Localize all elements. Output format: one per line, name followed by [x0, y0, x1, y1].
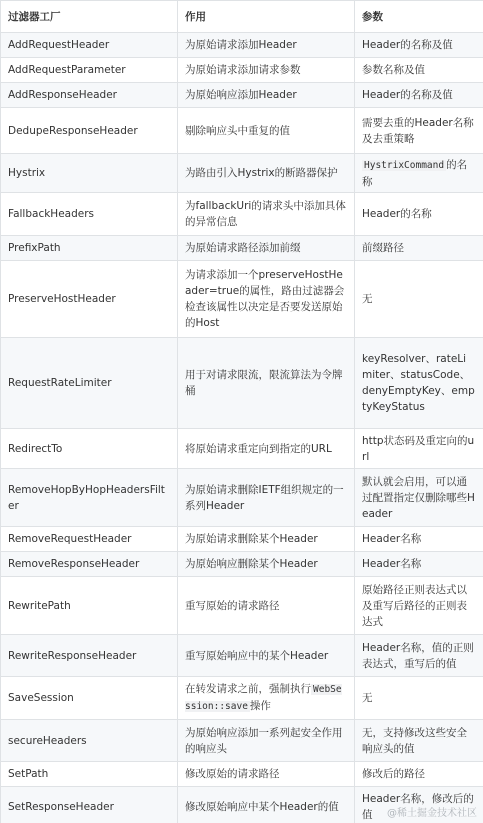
filter-param-cell: http状态码及重定向的url [355, 429, 483, 469]
purpose-text: 在转发请求之前，强制执行 [185, 683, 311, 695]
filter-param-cell: keyResolver、rateLimiter、statusCode、denyEmptyKey、emptyKeyStatus [355, 338, 483, 429]
column-header-purpose: 作用 [178, 1, 355, 33]
filter-purpose-cell: 为原始响应添加一系列起安全作用的响应头 [178, 720, 355, 762]
filter-param-cell: Header的名称 [355, 193, 483, 236]
filter-purpose-cell: 为fallbackUri的请求头中添加具体的异常信息 [178, 193, 355, 236]
table-row [1, 720, 483, 762]
filter-name-cell: SetResponseHeader [1, 787, 178, 823]
table-row [1, 83, 483, 108]
filter-name-cell: SetPath [1, 762, 178, 787]
table-row [1, 677, 483, 720]
table-row [1, 762, 483, 787]
filter-purpose-cell: 重写原始的请求路径 [178, 577, 355, 635]
filter-name-cell: Hystrix [1, 154, 178, 193]
filter-name-cell: RemoveHopByHopHeadersFilter [1, 469, 178, 527]
filter-name-cell: RewriteResponseHeader [1, 635, 178, 677]
filter-name-cell: RedirectTo [1, 429, 178, 469]
filter-param-cell: Header名称，修改后的值 [355, 787, 483, 823]
filter-purpose-cell: 为原始请求添加请求参数 [178, 58, 355, 83]
filter-name-cell: RemoveResponseHeader [1, 552, 178, 577]
filter-purpose-cell: 为原始请求删除某个Header [178, 527, 355, 552]
table-row [1, 469, 483, 527]
filter-param-cell: Header名称 [355, 527, 483, 552]
param-text: 的名称 [362, 158, 468, 188]
filter-name-cell: secureHeaders [1, 720, 178, 762]
table-row [1, 787, 483, 823]
filter-name-cell: AddResponseHeader [1, 83, 178, 108]
filter-param-cell: Header的名称及值 [355, 33, 483, 58]
filter-name-cell: AddRequestParameter [1, 58, 178, 83]
filter-param-cell [355, 154, 483, 193]
table-row [1, 108, 483, 154]
table-row [1, 193, 483, 236]
table-row [1, 338, 483, 429]
filter-param-cell: 默认就会启用，可以通过配置指定仅删除哪些Header [355, 469, 483, 527]
filter-param-cell: Header名称 [355, 552, 483, 577]
filter-param-cell: 无 [355, 677, 483, 720]
filter-purpose-cell: 为请求添加一个preserveHostHeader=true的属性，路由过滤器会检查该属性以决定是否要发送原始的Host [178, 261, 355, 338]
filter-param-cell: Header名称，值的正则表达式，重写后的值 [355, 635, 483, 677]
filter-name-cell: RemoveRequestHeader [1, 527, 178, 552]
table-row [1, 577, 483, 635]
table-row [1, 635, 483, 677]
table-row [1, 552, 483, 577]
filter-name-cell: RewritePath [1, 577, 178, 635]
purpose-text: 操作 [249, 700, 271, 712]
filter-param-cell: 原始路径正则表达式以及重写后路径的正则表达式 [355, 577, 483, 635]
filter-name-cell: PreserveHostHeader [1, 261, 178, 338]
table-row [1, 58, 483, 83]
filter-param-cell: Header的名称及值 [355, 83, 483, 108]
filter-name-cell: AddRequestHeader [1, 33, 178, 58]
inline-code: WebSession::save [185, 684, 342, 712]
filter-purpose-cell: 为路由引入Hystrix的断路器保护 [178, 154, 355, 193]
table-row [1, 154, 483, 193]
filter-purpose-cell: 为原始请求添加Header [178, 33, 355, 58]
filter-purpose-cell: 为原始请求删除IETF组织规定的一系列Header [178, 469, 355, 527]
filter-purpose-cell: 修改原始响应中某个Header的值 [178, 787, 355, 823]
column-header-params: 参数 [355, 1, 483, 33]
filter-purpose-cell: 为原始响应添加Header [178, 83, 355, 108]
filter-purpose-cell: 为原始请求路径添加前缀 [178, 236, 355, 261]
watermark: @稀土掘金技术社区 [387, 808, 477, 819]
filter-param-cell: 需要去重的Header名称及去重策略 [355, 108, 483, 154]
filter-name-cell: RequestRateLimiter [1, 338, 178, 429]
table-row [1, 236, 483, 261]
filter-purpose-cell: 剔除响应头中重复的值 [178, 108, 355, 154]
filter-name-cell: FallbackHeaders [1, 193, 178, 236]
filter-param-cell: 修改后的路径 [355, 762, 483, 787]
table-row [1, 261, 483, 338]
filter-purpose-cell [178, 677, 355, 720]
filter-purpose-cell: 重写原始响应中的某个Header [178, 635, 355, 677]
filter-purpose-cell: 将原始请求重定向到指定的URL [178, 429, 355, 469]
filter-name-cell: SaveSession [1, 677, 178, 720]
table-header-row [1, 1, 483, 33]
filter-purpose-cell: 修改原始的请求路径 [178, 762, 355, 787]
inline-code: HystrixCommand [364, 159, 445, 171]
column-header-filter-factory: 过滤器工厂 [1, 1, 178, 33]
table-row [1, 527, 483, 552]
table-row [1, 429, 483, 469]
filter-param-cell: 无 [355, 261, 483, 338]
table-row [1, 33, 483, 58]
filter-param-cell: 无，支持修改这些安全响应头的值 [355, 720, 483, 762]
filter-purpose-cell: 用于对请求限流，限流算法为令牌桶 [178, 338, 355, 429]
filter-purpose-cell: 为原始响应删除某个Header [178, 552, 355, 577]
filter-param-cell: 参数名称及值 [355, 58, 483, 83]
filter-name-cell: PrefixPath [1, 236, 178, 261]
filter-param-cell: 前缀路径 [355, 236, 483, 261]
filter-name-cell: DedupeResponseHeader [1, 108, 178, 154]
